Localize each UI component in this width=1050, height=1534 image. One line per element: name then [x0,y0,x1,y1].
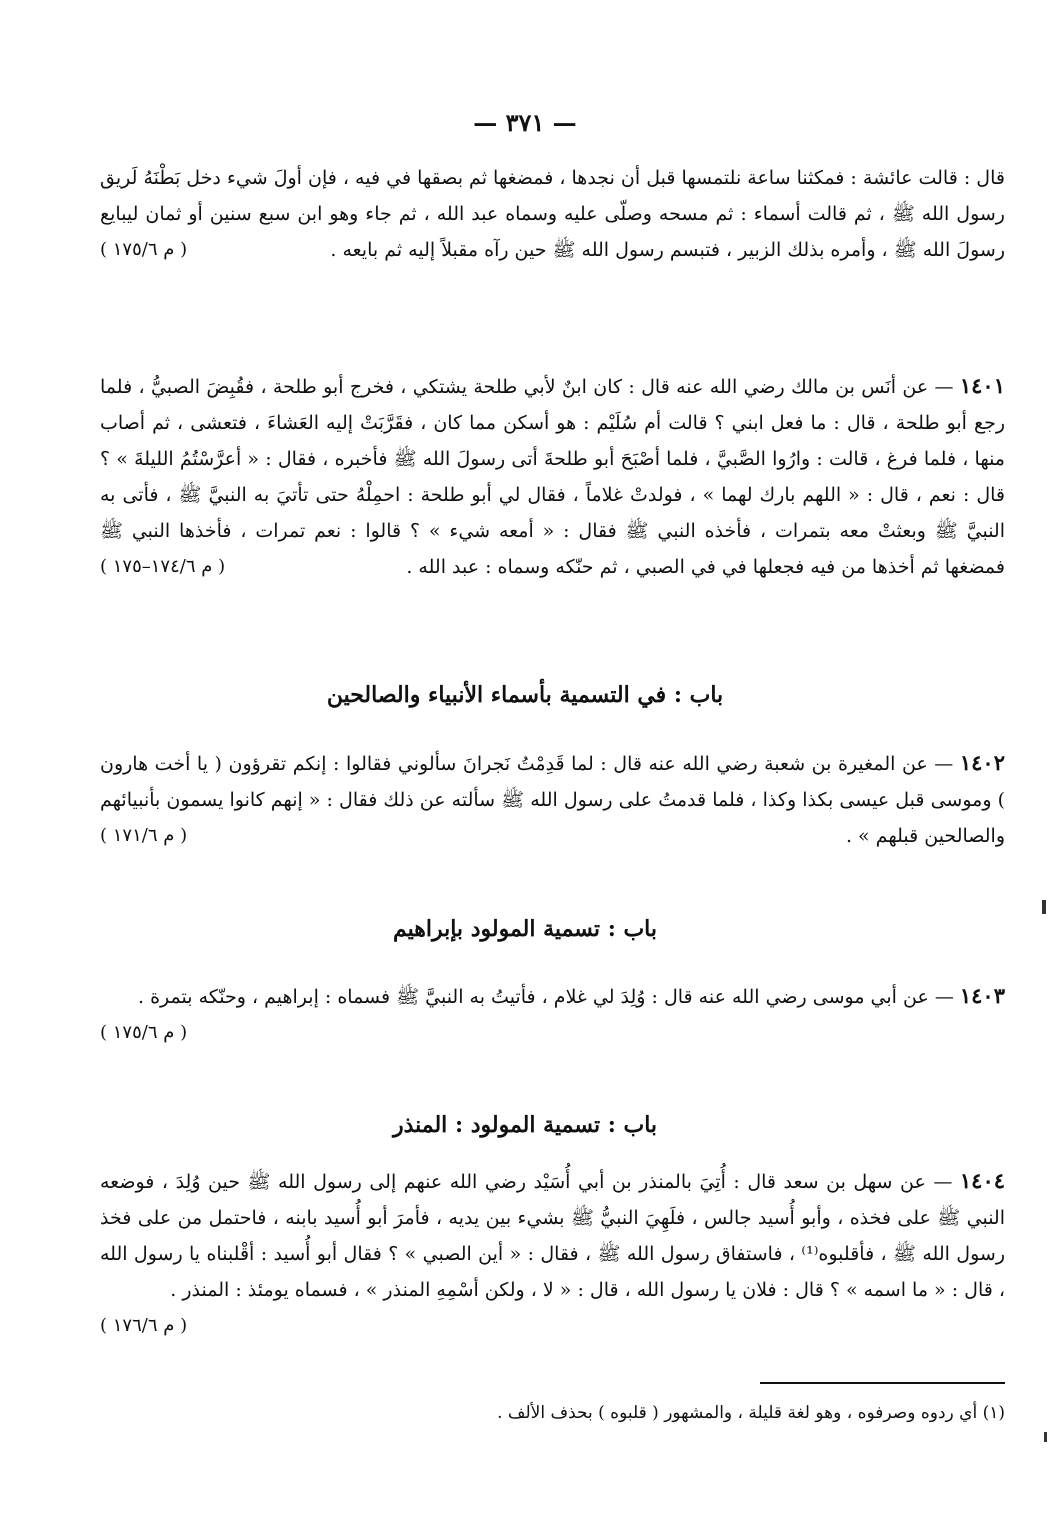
hadith-number: ١٤٠٢ [959,750,1005,775]
footnote: (١) أي ردوه وصرفوه ، وهو لغة قليلة ، والمشهور ( قلبوه ) بحذف الألف . [497,1403,1005,1423]
intro-reference: ( م ١٧٥/٦ ) [100,239,188,260]
hadith-number: ١٤٠١ [959,373,1005,398]
page-number: — ٣٧١ — [473,108,577,137]
hadith-number: ١٤٠٤ [959,1168,1006,1193]
intro-text: قال : قالت عائشة : فمكثنا ساعة نلتمسها قبل أن نجدها ، فمضغها ثم بصقها في فيه ، فإن أولَ شيء دخل بَطْنَهُ لَريق رسول الله ﷺ ، ثم قالت أسماء : ثم مسحه وصلّى عليه وسماه عبد الله ، ثم جاء وهو ابن سبع سنين أو ثمان ليبايع رسولَ الله ﷺ ، وأمره بذلك الزبير ، فتبسم رسول الله ﷺ حين رآه مقبلاً إليه ثم بايعه . [100,167,1005,261]
margin-mark [1044,1432,1047,1442]
chapter-heading-1: باب : في التسمية بأسماء الأنبياء والصالحين [326,682,724,708]
hadith-text: — عن المغيرة بن شعبة رضي الله عنه قال : لما قَدِمْتُ نَجرانَ سألوني فقالوا : إنكم تقرؤون ( يا أخت هارون ) وموسى قبل عيسى بكذا وكذا ، فلما قدمتُ على رسول الله ﷺ سألته عن ذلك فقال : « إنهم كانوا يسمون بأنبيائهم والصالحين قبلهم » . [100,753,1005,847]
chapter-heading-3: باب : تسمية المولود : المنذر [392,1112,658,1138]
hadith-number: ١٤٠٣ [959,983,1005,1008]
chapter-heading-2: باب : تسمية المولود بإبراهيم [392,916,658,942]
footnote-divider [760,1382,1005,1384]
hadith-reference: ( م ١٧١/٦ ) [100,825,188,846]
hadith-reference: ( م ١٧٥/٦ ) [100,1022,188,1043]
hadith-1404 [100,1163,1005,1344]
hadith-1403 [100,978,1005,1051]
hadith-text: — عن سهل بن سعد قال : أُتِيَ بالمنذر بن أبي أُسَيْد رضي الله عنهم إلى رسول الله ﷺ حين وُلِدَ ، فوضعه النبي ﷺ على فخذه ، وأبو أُسيد جالس ، فلَهِيَ النبيُّ ﷺ بشيء بين يديه ، فأمرَ أبو أُسيد بابنه ، فاحتمل من على فخذ رسول الله ﷺ ، فأقلبوه⁽¹⁾ ، فاستفاق رسول الله ﷺ ، فقال : « أين الصبي » ؟ فقال أبو أُسيد : أقْلبناه يا رسول الله ، قال : « ما اسمه » ؟ قال : فلان يا رسول الله ، قال : « لا ، ولكن أسْمِهِ المنذر » ، فسماه يومئذ : المنذر . [100,1171,1006,1301]
hadith-1402 [100,745,1005,854]
hadith-text: — عن أنَس بن مالك رضي الله عنه قال : كان ابنٌ لأبي طلحة يشتكي ، فخرج أبو طلحة ، فقُبِضَ الصبيُّ ، فلما رجع أبو طلحة ، قال : ما فعل ابني ؟ قالت أم سُلَيْم : هو أسكن مما كان ، فقَرَّبَتْ إليه العَشاءَ ، فتعشى ، ثم أصاب منها ، فلما فرغ ، قالت : وارُوا الصَّبيَّ ، فلما أصْبَحَ أبو طلحةَ أتى رسولَ الله ﷺ فأخبره ، فقال : « أعرَّسْتُمُ الليلةَ » ؟ قال : نعم ، قال : « اللهم بارك لهما » ، فولدتْ غلاماً ، فقال لي أبو طلحة : احمِلْهُ حتى تأتيَ به النبيَّ ﷺ ، فأتى به النبيَّ ﷺ وبعثتْ معه بتمرات ، فأخذه النبي ﷺ فقال : « أمعه شيء » ؟ قالوا : نعم تمرات ، فأخذها النبي ﷺ فمضغها ثم أخذها من فيه فجعلها في في الصبي ، ثم حنّكه وسماه : عبد الله . [100,376,1005,578]
margin-mark [1042,900,1046,914]
hadith-reference: ( م ١٧٤/٦–١٧٥ ) [100,556,226,577]
hadith-1401 [100,368,1005,585]
hadith-text: — عن أبي موسى رضي الله عنه قال : وُلِدَ لي غلام ، فأتيتُ به النبيَّ ﷺ فسماه : إبراهيم ، وحنّكه بتمرة . [138,986,954,1008]
intro-paragraph [100,160,1005,268]
hadith-reference: ( م ١٧٦/٦ ) [100,1315,188,1336]
